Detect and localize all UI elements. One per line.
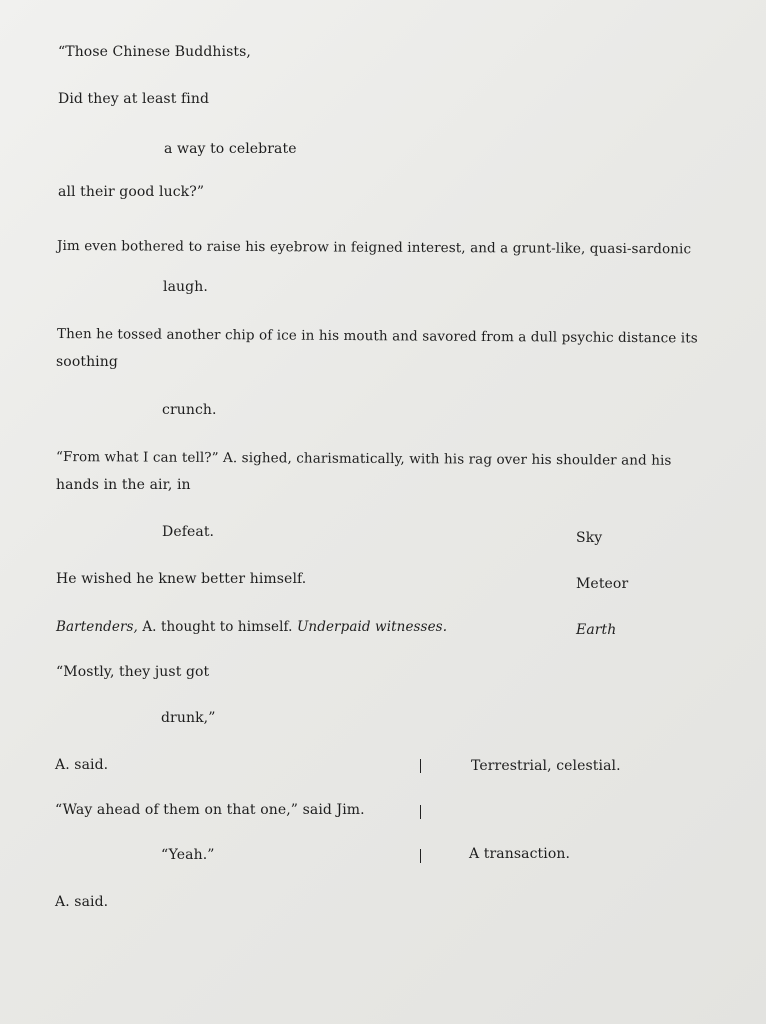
- vertical-divider: [420, 759, 421, 773]
- text-line: Jim even bothered to raise his eyebrow in feigned interest, and a grunt-like, quasi-sardonic: [56, 238, 692, 258]
- text-line: “From what I can tell?” A. sighed, charismatically, with his rag over his shoulder and his: [55, 449, 672, 469]
- text-line: laugh.: [163, 279, 208, 295]
- text-line: A. said.: [55, 894, 109, 910]
- vertical-divider: [420, 849, 421, 863]
- text-line: drunk,”: [161, 710, 216, 726]
- text-line: Did they at least find: [58, 91, 210, 107]
- side-word-earth: Earth: [576, 622, 617, 638]
- italic-text: Bartenders,: [56, 619, 138, 635]
- text-line: crunch.: [162, 402, 217, 418]
- text-line: He wished he knew better himself.: [56, 571, 307, 587]
- text-line: all their good luck?”: [58, 184, 205, 200]
- italic-text: Underpaid witnesses.: [296, 619, 448, 635]
- text-line: Defeat.: [162, 524, 215, 540]
- text-line-bartenders: [56, 617, 447, 637]
- text-segment: A. thought to himself.: [137, 619, 297, 635]
- text-line: a way to celebrate: [164, 141, 297, 157]
- vertical-divider: [420, 805, 421, 819]
- side-word-sky: Sky: [576, 530, 603, 546]
- text-line: “Those Chinese Buddhists,: [58, 44, 251, 60]
- right-note: Terrestrial, celestial.: [471, 758, 621, 774]
- side-word-meteor: Meteor: [576, 576, 629, 592]
- text-line: Then he tossed another chip of ice in his mouth and savored from a dull psychic distance its: [56, 326, 698, 347]
- text-line: soothing: [56, 354, 118, 370]
- text-line: hands in the air, in: [56, 477, 191, 493]
- text-line: “Yeah.”: [161, 847, 215, 863]
- text-line: “Way ahead of them on that one,” said Jim.: [55, 802, 365, 818]
- text-line: “Mostly, they just got: [56, 664, 210, 680]
- right-note: A transaction.: [469, 846, 571, 862]
- text-line: A. said.: [55, 757, 109, 773]
